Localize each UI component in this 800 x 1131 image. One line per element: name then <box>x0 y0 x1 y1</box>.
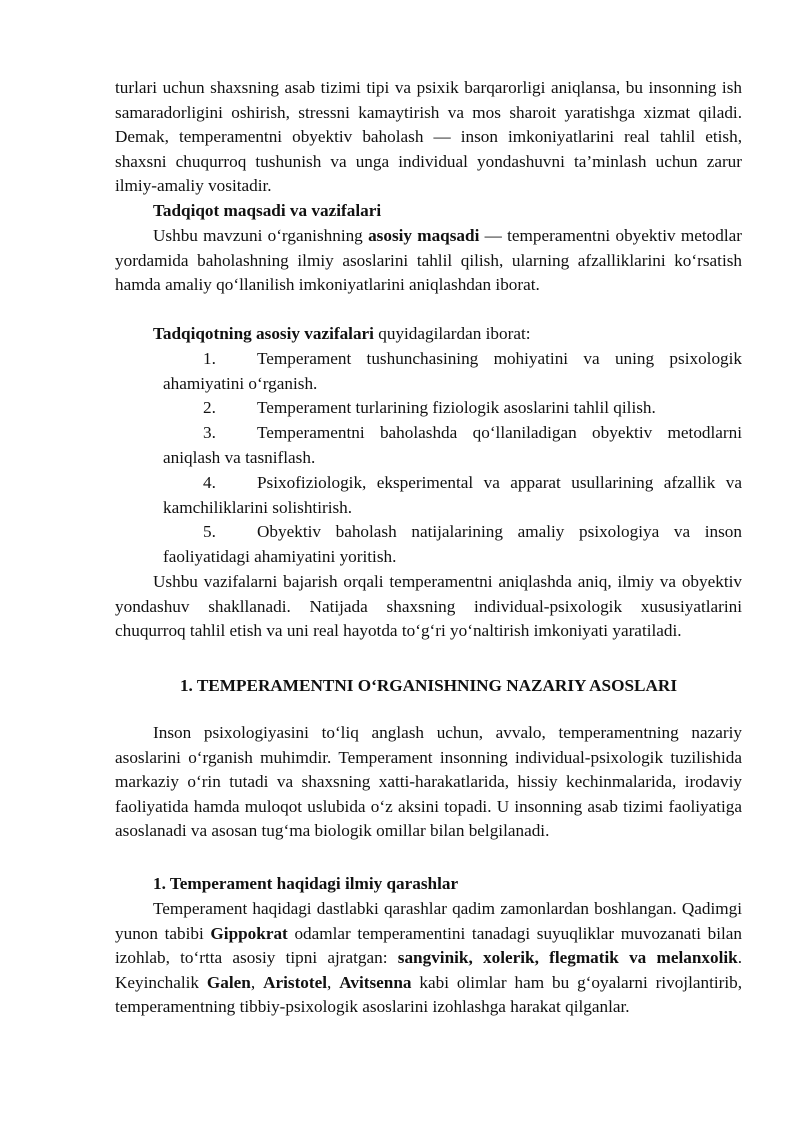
task-item-3 <box>163 421 742 470</box>
goal-heading: Tadqiqot maqsadi va vazifalari <box>153 201 382 220</box>
tasks-intro-bold: Tadqiqotning asosiy vazifalari <box>153 324 374 343</box>
views-heading: 1. Temperament haqidagi ilmiy qarashlar <box>153 874 459 893</box>
task-text-first: Psixofiziologik, eksperimental va apparat usullarining afzallik va <box>257 473 742 492</box>
views-name-avitsenna: Avitsenna <box>339 972 412 992</box>
task-text-rest: faoliyatidagi ahamiyatini yoritish. <box>163 546 397 566</box>
views-name-galen: Galen <box>206 972 251 992</box>
tasks-intro-paragraph <box>115 322 742 347</box>
task-item-1 <box>163 347 742 396</box>
intro-paragraph: turlari uchun shaxsning asab tizimi tipi va psixik barqarorligi aniqlansa, bu insonning ish samaradorligini oshirish, stressni kamaytirish va mos sharoit yaratishga xizmat qiladi. Demak, temperamentni obyektiv baholash — inson imkoniyatlarini real tahlil etish, shaxsni chuqurroq tushunish va unga individual yondashuvni ta’minlash uchun zarur ilmiy-amaliy vositadir. <box>115 78 742 195</box>
task-text-first: Obyektiv baholash natijalarining amaliy psixologiya va inson <box>257 522 742 541</box>
task-text-rest: kamchiliklarini solishtirish. <box>163 497 353 517</box>
views-text: odamlar temperamentini tanadagi suyuqliklar muvozanati bilan izohlab, to‘rtta asosiy tipni ajratgan: <box>115 923 742 967</box>
task-text-first: Temperament turlarining fiziologik asoslarini tahlil qilish. <box>257 398 656 417</box>
tasks-intro-post: quyidagilardan iborat: <box>373 324 531 343</box>
task-number: 2. <box>203 398 216 417</box>
views-name-gippokrat: Gippokrat <box>210 923 288 943</box>
goal-text-post: — temperamentni obyektiv metodlar yordamida baholashning ilmiy asoslarini tahlil qilish, ularning afzalliklarini ko‘rsatish hamda amaliy qo‘llanilish imkoniyatlarini aniqlashdan iborat. <box>115 226 742 294</box>
task-text-rest: aniqlash va tasniflash. <box>163 447 316 467</box>
task-item-2 <box>163 396 742 421</box>
views-text: , <box>250 972 264 992</box>
goal-paragraph <box>115 224 742 298</box>
task-item-5 <box>163 520 742 569</box>
task-number: 3. <box>203 423 216 442</box>
views-text: Temperament haqidagi dastlabki qarashlar qadim zamonlardan boshlangan. Qadimgi yunon tabibi <box>115 899 742 943</box>
views-text: , <box>327 972 340 992</box>
task-number: 1. <box>203 349 216 368</box>
chapter-title: 1. TEMPERAMENTNI O‘RGANISHNING NAZARIY ASOSLARI <box>179 676 678 695</box>
task-text-rest: ahamiyatini o‘rganish. <box>163 373 318 393</box>
conclusion-paragraph: Ushbu vazifalarni bajarish orqali temperamentni aniqlashda aniq, ilmiy va obyektiv yondashuv shakllanadi. Natijada shaxsning individual-psixologik xususiyatlarini chuqurroq tahlil etish va uni real hayotda to‘g‘ri yo‘naltirish imkoniyati yaratiladi. <box>115 572 742 640</box>
goal-text-bold: asosiy maqsadi <box>368 226 480 245</box>
views-paragraph <box>115 897 742 1020</box>
task-text-first: Temperament tushunchasining mohiyatini va uning psixologik <box>257 349 742 368</box>
task-text-first: Temperamentni baholashda qo‘llaniladigan obyektiv metodlarni <box>257 423 742 442</box>
task-number: 5. <box>203 522 216 541</box>
views-temperament-types: sangvinik, xolerik, flegmatik va melanxolik <box>397 948 738 967</box>
task-number: 4. <box>203 473 216 492</box>
goal-text-pre: Ushbu mavzuni o‘rganishning <box>153 226 369 245</box>
task-item-4 <box>163 471 742 520</box>
views-text: kabi olimlar ham bu g‘oyalarni rivojlantirib, temperamentning tibbiy-psixologik asoslarini izohlashga harakat qilganlar. <box>115 972 743 1016</box>
theory-paragraph: Inson psixologiyasini to‘liq anglash uchun, avvalo, temperamentning nazariy asoslarini o‘rganish muhimdir. Temperament insonning individual-psixologik tuzilishida markaziy o‘rin tutadi va shaxsning xatti-harakatlarida, hissiy kechinmalarida, irodaviy faoliyatida hamda muloqot uslubida o‘z aksini topadi. U insonning asab tizimi faoliyatiga asoslanadi va asosan tug‘ma biologik omillar bilan belgilanadi. <box>115 723 742 840</box>
views-text: . Keyinchalik <box>115 948 742 992</box>
views-name-aristotel: Aristotel <box>263 972 328 992</box>
